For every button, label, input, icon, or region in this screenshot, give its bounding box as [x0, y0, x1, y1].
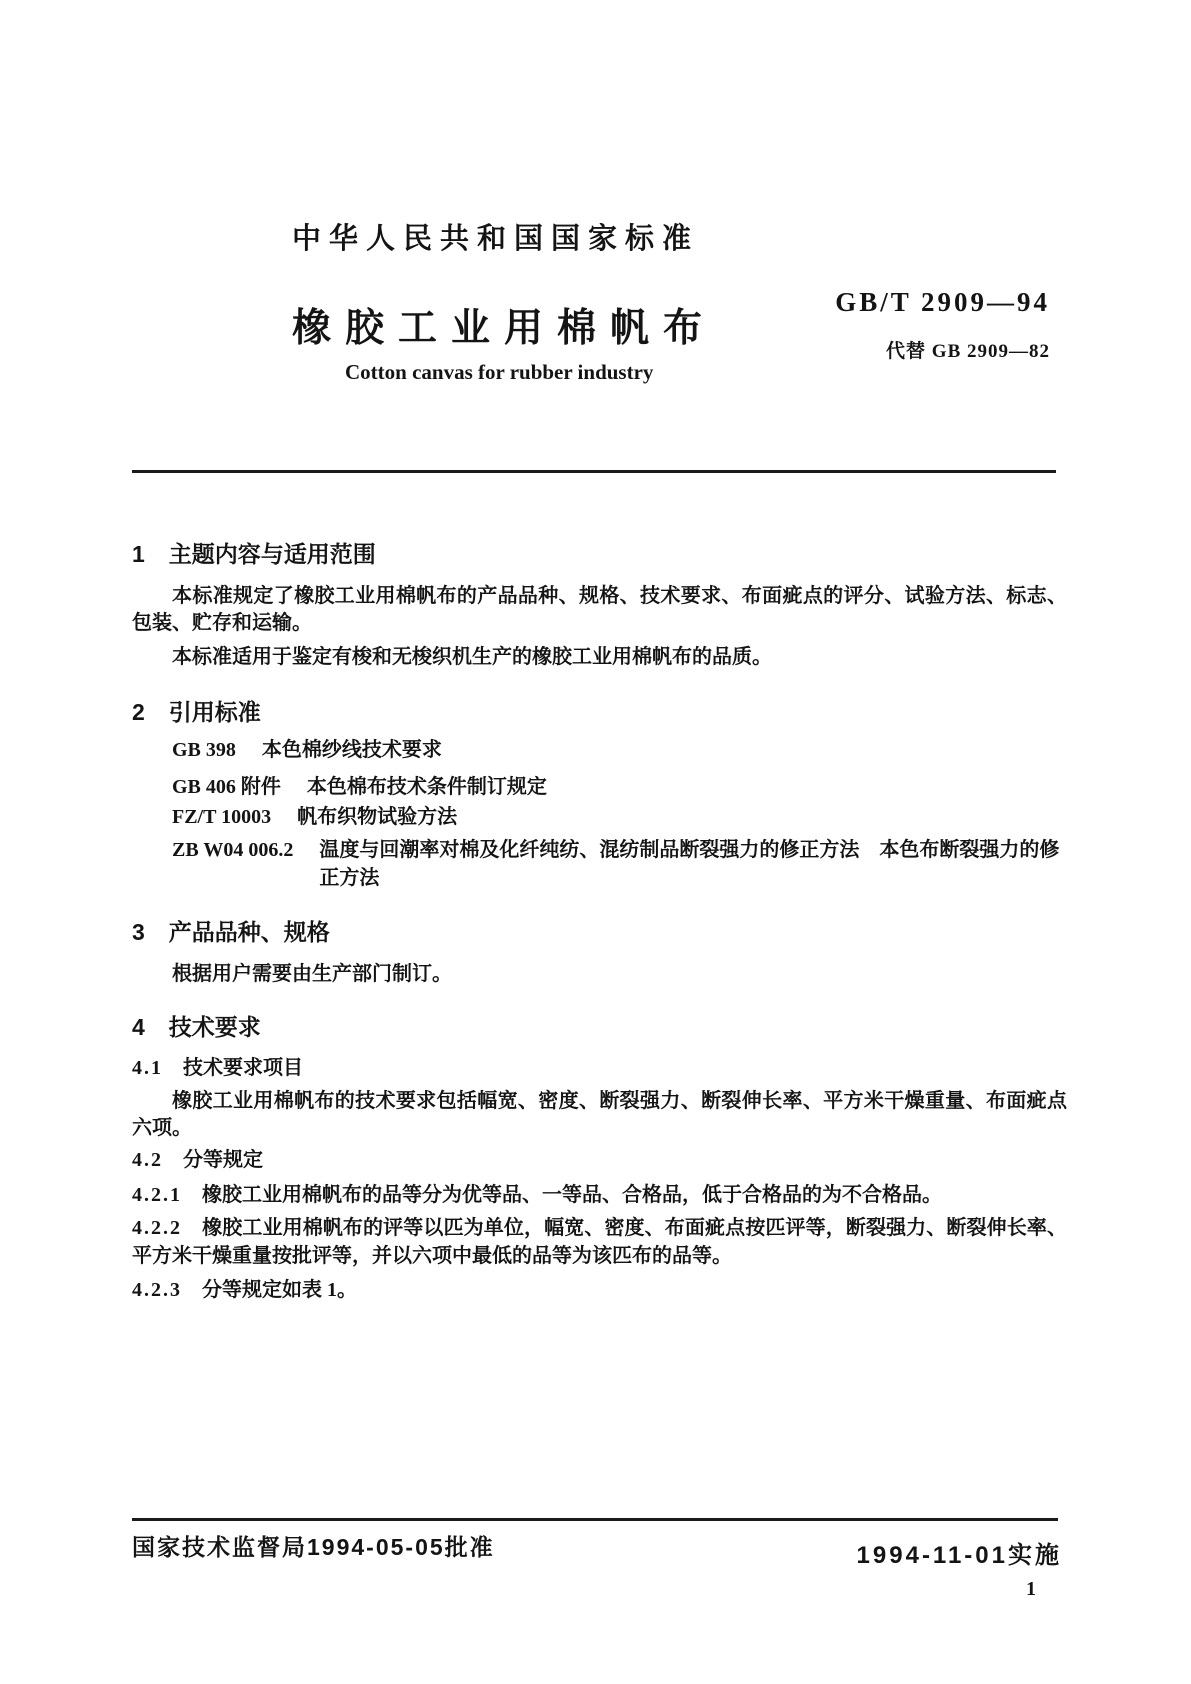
- clause-4-2: [132, 1146, 1067, 1174]
- document-title-chinese: 橡胶工业用棉帆布: [292, 307, 717, 350]
- section-1-title: 主题内容与适用范围: [168, 541, 376, 567]
- reference-item: [172, 773, 1062, 801]
- approval-notice: 国家技术监督局1994-05-05批准: [132, 1534, 495, 1560]
- reference-code: GB 398: [172, 739, 236, 761]
- section-4-number: 4: [132, 1014, 145, 1040]
- reference-code: GB 406 附件: [172, 776, 281, 798]
- section-1-paragraph-1: 本标准规定了橡胶工业用棉帆布的产品品种、规格、技术要求、布面疵点的评分、试验方法、标志、包装、贮存和运输。: [132, 585, 1067, 634]
- reference-title: 本色棉布技术条件制订规定: [306, 776, 547, 798]
- clause-4-1-number: 4.1: [132, 1057, 163, 1079]
- document-title-english: Cotton canvas for rubber industry: [345, 360, 654, 384]
- reference-title: 本色棉纱线技术要求: [261, 739, 442, 761]
- clause-4-2-1: [132, 1181, 1067, 1209]
- section-4-heading: [132, 1009, 261, 1042]
- section-3-number: 3: [132, 919, 145, 945]
- reference-title: 帆布织物试验方法: [297, 806, 458, 828]
- clause-4-2-2: [132, 1214, 1067, 1270]
- reference-item: [172, 803, 1062, 831]
- section-2-title: 引用标准: [168, 699, 261, 725]
- section-3-heading: [132, 914, 330, 947]
- section-3-paragraph-1: 根据用户需要由生产部门制订。: [172, 963, 452, 985]
- clause-4-2-1-text: 橡胶工业用棉帆布的品等分为优等品、一等品、合格品，低于合格品的为不合格品。: [202, 1184, 942, 1206]
- clause-4-1-text: 技术要求项目: [183, 1057, 303, 1079]
- standard-code: GB/T 2909—94: [835, 287, 1050, 317]
- clause-4-2-2-number: 4.2.2: [132, 1217, 182, 1239]
- superseded-standard-note: 代替 GB 2909—82: [886, 341, 1050, 362]
- clause-4-2-3: [132, 1276, 1067, 1304]
- section-2-number: 2: [132, 699, 145, 725]
- section-1-number: 1: [132, 541, 145, 567]
- footer-divider-line: [132, 1518, 1058, 1521]
- header-divider-line: [132, 470, 1056, 473]
- clause-4-2-text: 分等规定: [183, 1149, 263, 1171]
- clause-4-1-paragraph: 橡胶工业用棉帆布的技术要求包括幅宽、密度、断裂强力、断裂伸长率、平方米干燥重量、布面疵点六项。: [132, 1090, 1067, 1139]
- reference-code: FZ/T 10003: [172, 806, 272, 828]
- national-standard-label: 中华人民共和国国家标准: [292, 223, 700, 255]
- clause-4-2-number: 4.2: [132, 1149, 163, 1171]
- clause-4-2-3-number: 4.2.3: [132, 1279, 182, 1301]
- section-3-title: 产品品种、规格: [168, 919, 330, 945]
- section-2-heading: [132, 694, 261, 727]
- reference-title: 温度与回潮率对棉及化纤纯纺、混纺制品断裂强力的修正方法 本色布断裂强力的修正方法: [319, 839, 1060, 889]
- clause-4-2-1-number: 4.2.1: [132, 1184, 182, 1206]
- section-4-title: 技术要求: [168, 1014, 261, 1040]
- implementation-notice: 1994-11-01实施: [856, 1542, 1062, 1569]
- reference-code: ZB W04 006.2: [172, 839, 294, 861]
- reference-item: [172, 836, 1062, 892]
- clause-4-2-2-text: 橡胶工业用棉帆布的评等以匹为单位，幅宽、密度、布面疵点按匹评等，断裂强力、断裂伸长率、平方米干燥重量按批评等，并以六项中最低的品等为该匹布的品等。: [132, 1217, 1067, 1267]
- clause-4-1: [132, 1054, 1067, 1082]
- page-number: 1: [1026, 1578, 1036, 1600]
- section-1-paragraph-2: 本标准适用于鉴定有梭和无梭织机生产的橡胶工业用棉帆布的品质。: [172, 646, 772, 668]
- section-1-heading: [132, 536, 376, 569]
- reference-item: [172, 736, 1062, 764]
- clause-4-2-3-text: 分等规定如表 1。: [202, 1279, 357, 1301]
